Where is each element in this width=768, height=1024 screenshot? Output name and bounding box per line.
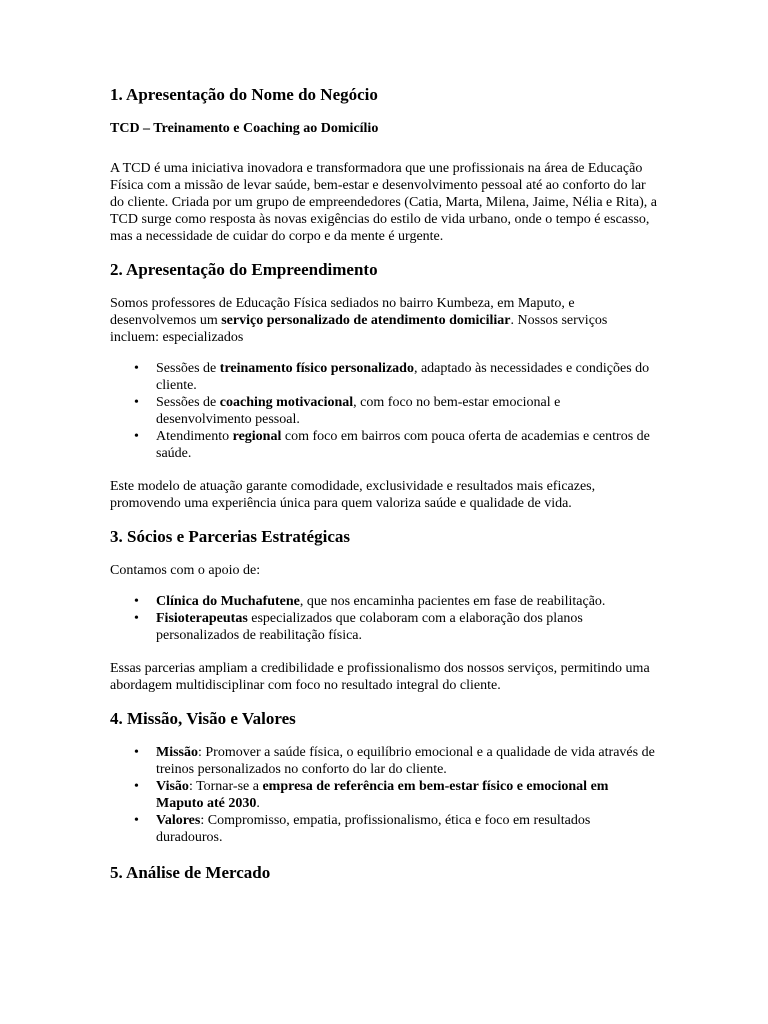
partners-list [110,593,658,644]
section-1-paragraph: A TCD é uma iniciativa inovadora e transformadora que une profissionais na área de Educação Física com a missão de levar saúde, bem-estar e desenvolvimento pessoal até ao conforto do lar do cliente. Criada por um grupo de empreendedores (Catia, Marta, Milena, Jaime, Nélia e Rita), a TCD surge como resposta às novas exigências do estilo de vida urbano, onde o tempo é escasso, mas a necessidade de cuidar do corpo e da mente é urgente. [110,161,657,244]
mission-vision-values-list [110,744,658,846]
section-3-intro: Contamos com o apoio de: [110,563,261,578]
list-item: • Fisioterapeutas especializados que colaboram com a elaboração dos planos personalizados de reabilitação física. [156,610,658,644]
section-3-closing: Essas parcerias ampliam a credibilidade e profissionalismo dos nossos serviços, permitindo uma abordagem multidisciplinar com foco no resultado integral do cliente. [110,661,650,693]
list-item: • Missão: Promover a saúde física, o equilíbrio emocional e a qualidade de vida através de treinos personalizados no conforto do lar do cliente. [156,744,658,778]
list-item: • Valores: Compromisso, empatia, profissionalismo, ética e foco em resultados duradouros. [156,812,658,846]
list-item: • Atendimento regional com foco em bairros com pouca oferta de academias e centros de saúde. [156,428,658,462]
section-2-closing: Este modelo de atuação garante comodidade, exclusividade e resultados mais eficazes, promovendo uma experiência única para quem valoriza saúde e qualidade de vida. [110,479,596,511]
list-item: • Visão: Tornar-se a empresa de referência em bem-estar físico e emocional em Maputo até 2030. [156,778,658,812]
services-list [110,360,658,462]
list-item: • Clínica do Muchafutene, que nos encaminha pacientes em fase de reabilitação. [156,593,658,610]
section-2-heading: 2. Apresentação do Empreendimento [110,260,378,279]
business-name-subtitle: TCD – Treinamento e Coaching ao Domicílio [110,121,379,136]
section-5-heading: 5. Análise de Mercado [110,863,271,882]
list-item: • Sessões de coaching motivacional, com foco no bem-estar emocional e desenvolvimento pessoal. [156,394,658,428]
list-item: • Sessões de treinamento físico personalizado, adaptado às necessidades e condições do cliente. [156,360,658,394]
section-2-intro: Somos professores de Educação Física sediados no bairro Kumbeza, em Maputo, e desenvolvemos um serviço personalizado de atendimento domiciliar. Nossos serviços incluem: especializados [110,296,608,345]
section-1-heading: 1. Apresentação do Nome do Negócio [110,85,378,104]
section-3-heading: 3. Sócios e Parcerias Estratégicas [110,527,350,546]
section-4-heading: 4. Missão, Visão e Valores [110,709,296,728]
